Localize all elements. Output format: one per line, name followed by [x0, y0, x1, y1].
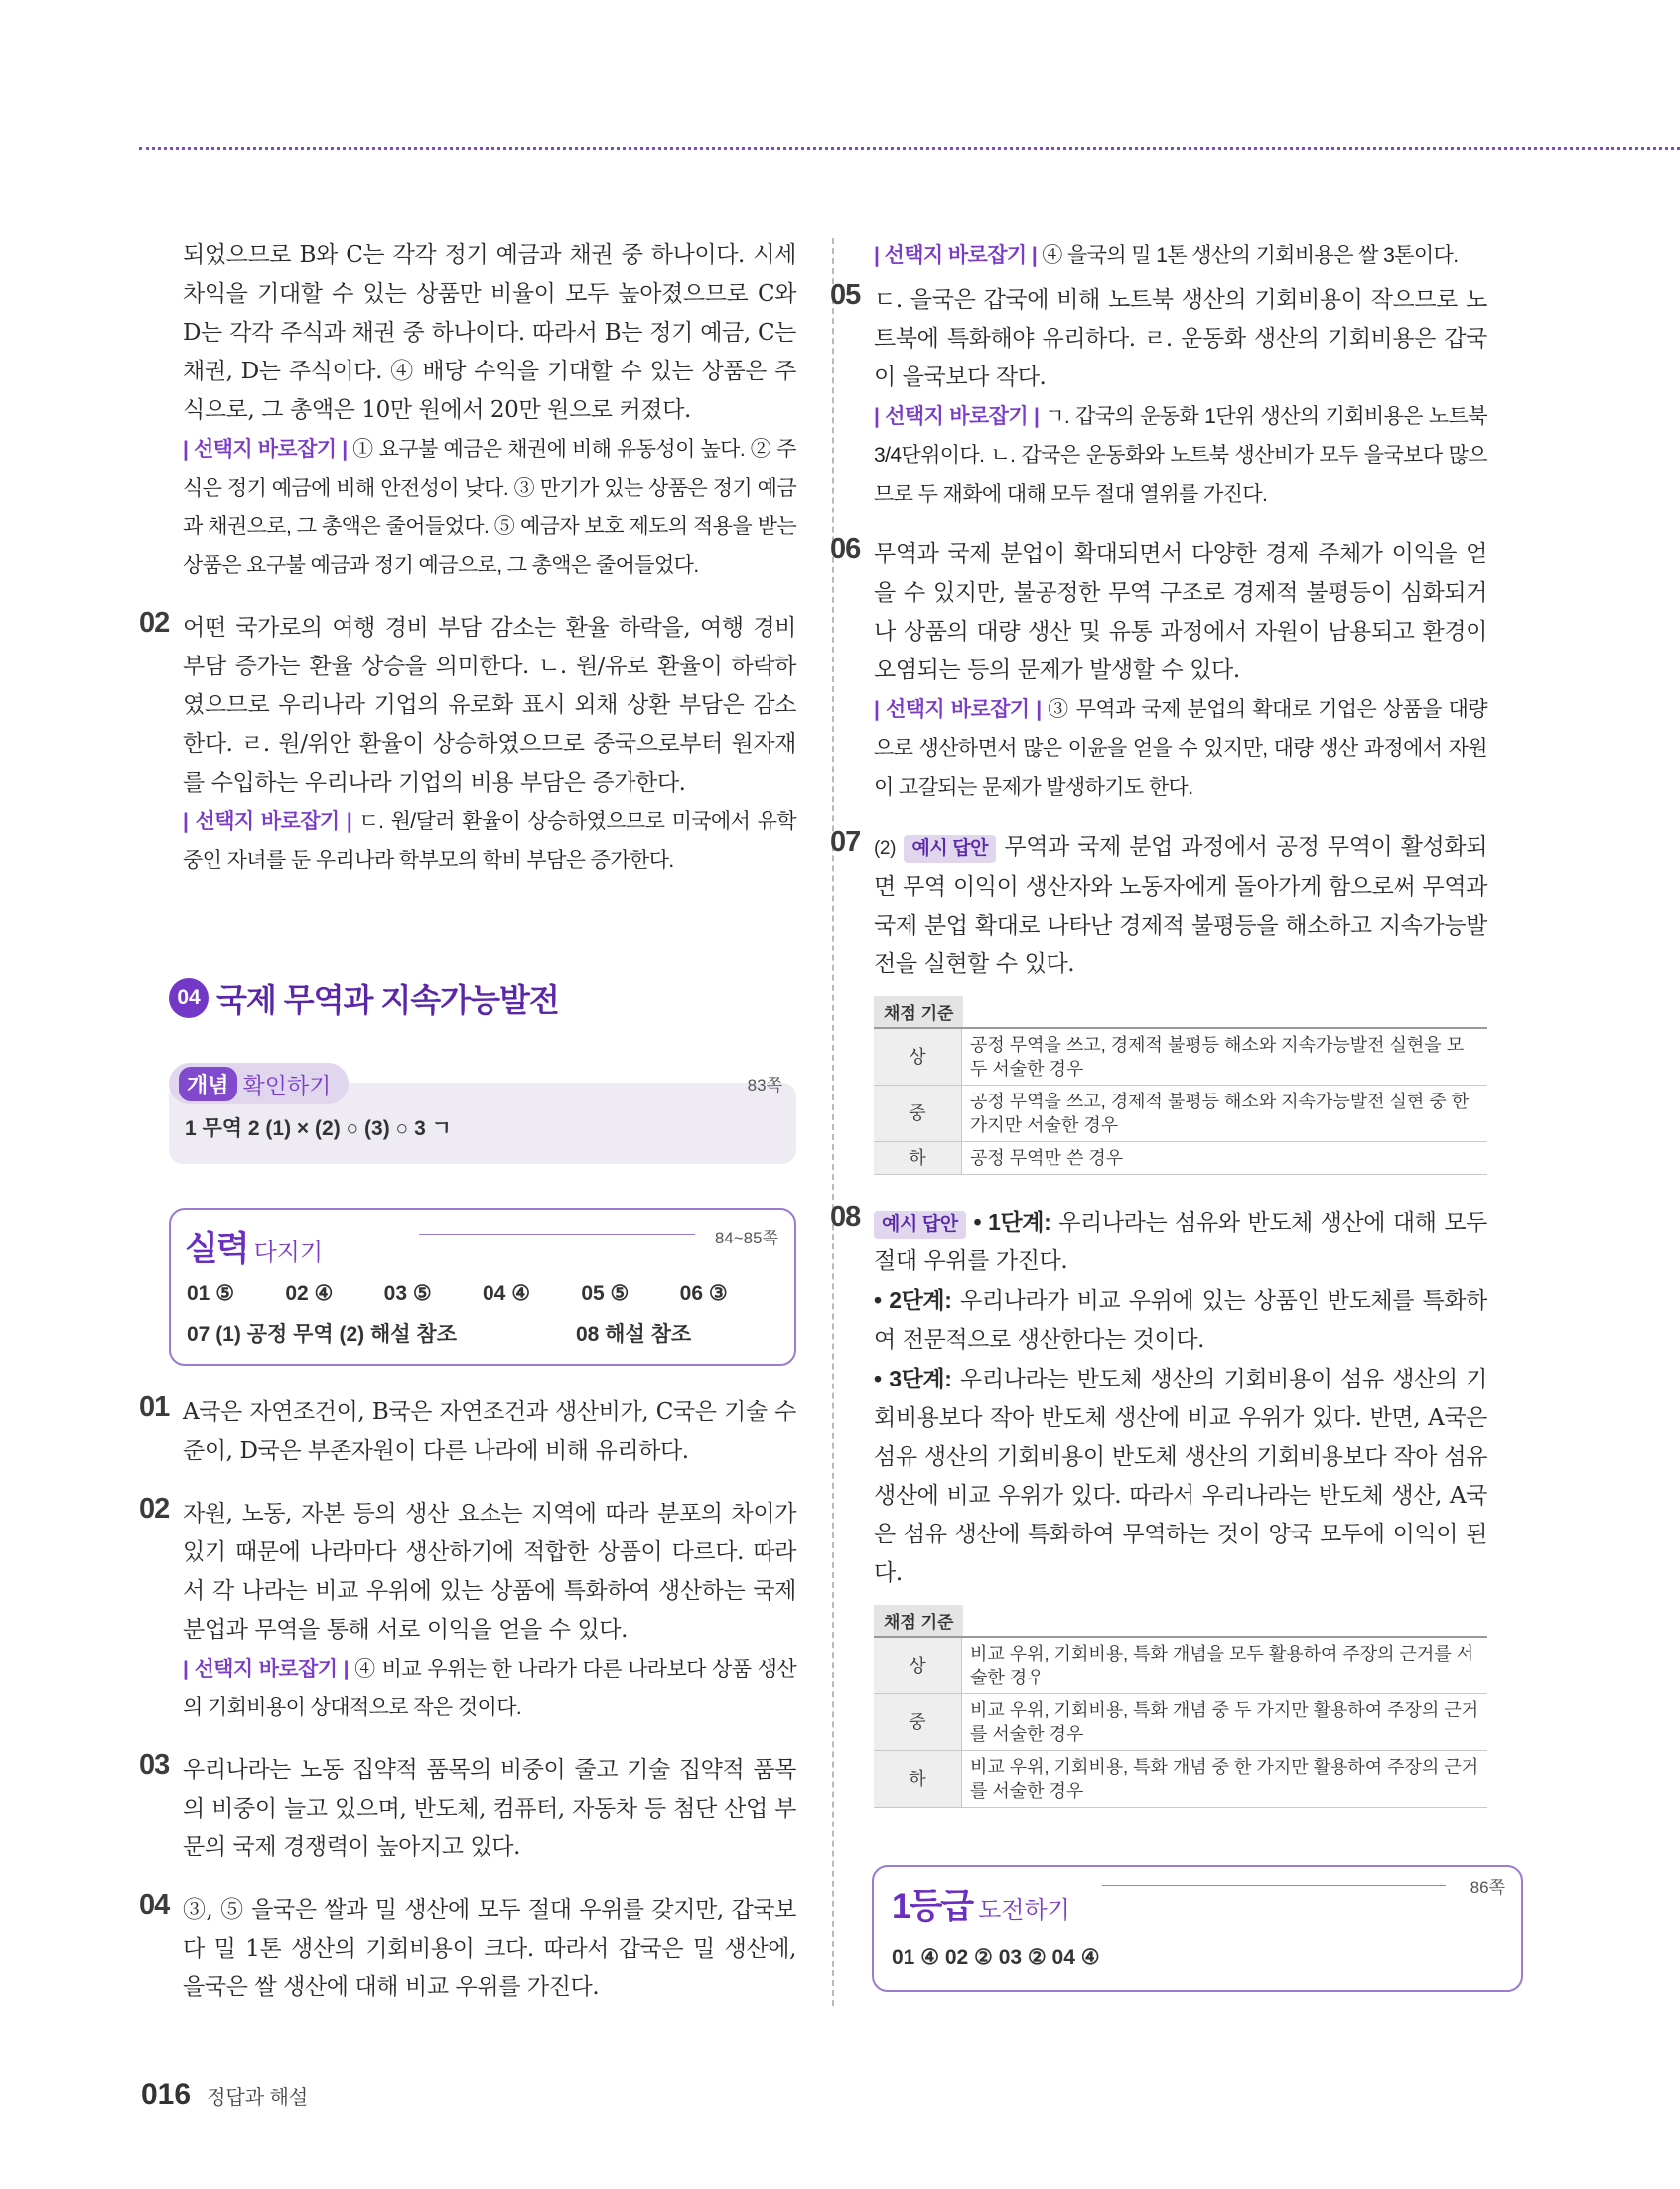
item-subpart: (2) [874, 838, 897, 859]
skill-practice-box [169, 1208, 796, 1366]
rubric-text: 공정 무역을 쓰고, 경제적 불평등 해소와 지속가능발전 실현 중 한 가지만 서술한 경우 [962, 1086, 1488, 1142]
top-grade-answers: 01 ④ 02 ② 03 ② 04 ④ [892, 1946, 1100, 1969]
item-number: 05 [830, 279, 861, 311]
section-heading [169, 975, 796, 1021]
answer-item-01 [139, 1391, 796, 1471]
note-text: ㄱ. 갑국의 운동화 1단위 생산의 기회비용은 노트북 3/4단위이다. ㄴ. 갑국은 운동화와 노트북 생산비가 모두 을국보다 많으므로 두 재화에 대해 모두 절대 열위를 가진다. [874, 405, 1487, 506]
right-column [830, 236, 1488, 1808]
answer-cell: 03 ⑤ [383, 1282, 432, 1305]
step-label: • 1단계: [973, 1209, 1051, 1235]
note-tag: 선택지 바로잡기 [195, 810, 340, 833]
answer-cell: 05 ⑤ [581, 1282, 630, 1305]
example-answer-tag: 예시 답안 [874, 1211, 966, 1239]
item-text: A국은 자연조건이, B국은 자연조건과 생산비가, C국은 기술 수준이, D국은 부존자원이 다른 나라에 비해 유리하다. [183, 1399, 796, 1464]
item-note: | 선택지 바로잡기 | ③ 무역과 국제 분업의 확대로 기업은 상품을 대량으로 생산하면서 많은 이윤을 얻을 수 있지만, 대량 생산 과정에서 자원이 고갈되는 문제가 발생하기도 한다. [874, 698, 1487, 799]
answer-item-02 [139, 607, 796, 880]
table-row [874, 1751, 1487, 1808]
rubric-text: 비교 우위, 기회비용, 특화 개념 중 두 가지만 활용하여 주장의 근거를 서술한 경우 [962, 1694, 1488, 1751]
skill-answers-row1 [187, 1281, 778, 1306]
concept-label [169, 1063, 349, 1104]
table-row [874, 1637, 1487, 1694]
table-row [874, 1694, 1487, 1751]
note-text: ㄷ. 원/달러 환율이 상승하였으므로 미국에서 유학 중인 자녀를 둔 우리나라 학부모의 학비 부담은 증가한다. [183, 810, 796, 872]
item-number: 04 [139, 1889, 170, 1921]
rubric-text: 공정 무역만 쓴 경우 [962, 1142, 1488, 1175]
note-tag: 선택지 바로잡기 [194, 1658, 338, 1680]
item-text [874, 828, 1487, 984]
top-grade-challenge-box [872, 1865, 1523, 1992]
concept-pill: 개념 [179, 1067, 237, 1101]
answer-item-04 [139, 1889, 796, 2007]
item-text: 어떤 국가로의 여행 경비 부담 감소는 환율 하락을, 여행 경비 부담 증가는 환율 상승을 의미한다. ㄴ. 원/유로 환율이 하락하였으므로 우리나라 기업의 유로화 표시 외채 상환 부담은 감소한다. ㄹ. 원/위안 환율이 상승하였으므로 중국으로부터 원자재를 수입하는 우리나라 기업의 비용 부담은 증가한다. [183, 615, 796, 796]
skill-rule [419, 1234, 695, 1235]
item-text: 자원, 노동, 자본 등의 생산 요소는 지역에 따라 분포의 차이가 있기 때문에 나라마다 생산하기에 적합한 상품이 다르다. 따라서 각 나라는 비교 우위에 있는 상품에 특화하여 생산하는 국제 분업과 무역을 통해 서로 이익을 얻을 수 있다. [183, 1501, 796, 1643]
note-text: ④ 을국의 밀 1톤 생산의 기회비용은 쌀 3톤이다. [1042, 244, 1459, 267]
rubric-heading: 채점 기준 [874, 996, 963, 1027]
rubric-table [874, 1027, 1487, 1175]
top-grade-title-main: 1등급 [892, 1887, 973, 1926]
top-grade-title [892, 1879, 1070, 1929]
item-number: 06 [830, 533, 861, 565]
answer-item-02b [139, 1493, 796, 1727]
item-step-1 [874, 1203, 1487, 1281]
rubric-level: 중 [874, 1086, 962, 1142]
rubric-text: 공정 무역을 쓰고, 경제적 불평등 해소와 지속가능발전 실현을 모두 서술한 경우 [962, 1028, 1488, 1086]
scoring-rubric [874, 1605, 1487, 1808]
rubric-text: 비교 우위, 기회비용, 특화 개념 중 한 가지만 활용하여 주장의 근거를 서술한 경우 [962, 1751, 1488, 1808]
table-row [874, 1028, 1487, 1086]
item-number: 07 [830, 826, 861, 858]
rubric-level: 상 [874, 1637, 962, 1694]
scoring-rubric [874, 996, 1487, 1175]
example-answer-tag: 예시 답안 [904, 835, 996, 863]
item-number: 08 [830, 1201, 861, 1233]
page-number: 016 [141, 2078, 192, 2111]
answer-cell: 02 ④ [285, 1282, 334, 1305]
column-divider [832, 238, 834, 2006]
item-text: 우리나라는 노동 집약적 품목의 비중이 줄고 기술 집약적 품목의 비중이 늘고 있으며, 반도체, 컴퓨터, 자동차 등 첨단 산업 부문의 국제 경쟁력이 높아지고 있다. [183, 1757, 796, 1860]
item-number: 02 [139, 607, 170, 639]
item-text: 무역과 국제 분업이 확대되면서 다양한 경제 주체가 이익을 얻을 수 있지만, 불공정한 무역 구조로 경제적 불평등이 심화되거나 상품의 대량 생산 및 유통 과정에서 자원이 남용되고 환경이 오염되는 등의 문제가 발생할 수 있다. [874, 541, 1487, 683]
answer-item-03 [139, 1749, 796, 1867]
rubric-level: 상 [874, 1028, 962, 1086]
page-footer [141, 2078, 308, 2112]
step-label: • 3단계: [874, 1366, 952, 1391]
answer-cell: 07 (1) 공정 무역 (2) 해설 참조 [187, 1323, 457, 1346]
skill-title-sub: 다지기 [253, 1240, 324, 1266]
rubric-level: 중 [874, 1694, 962, 1751]
note-text: ④ 비교 우위는 한 나라가 다른 나라보다 상품 생산의 기회비용이 상대적으로 작은 것이다. [183, 1658, 796, 1719]
section-title: 국제 무역과 지속가능발전 [216, 982, 559, 1018]
note-text: ③ 무역과 국제 분업의 확대로 기업은 상품을 대량으로 생산하면서 많은 이윤을 얻을 수 있지만, 대량 생산 과정에서 자원이 고갈되는 문제가 발생하기도 한다. [874, 698, 1487, 799]
top-grade-rule [1102, 1885, 1446, 1886]
item-body: 무역과 국제 분업 과정에서 공정 무역이 활성화되면 무역 이익이 생산자와 노동자에게 돌아가게 함으로써 무역과 국제 분업 확대로 나타난 경제적 불평등을 해소하고 지속가능발전을 실현할 수 있다. [874, 834, 1488, 977]
step-text: 우리나라가 비교 우위에 있는 상품인 반도체를 특화하여 전문적으로 생산한다는 것이다. [874, 1288, 1487, 1353]
note-tag: 선택지 바로잡기 [885, 405, 1029, 428]
item-number: 03 [139, 1749, 170, 1781]
answer-cell: 04 ④ [483, 1282, 531, 1305]
step-label: • 2단계: [874, 1287, 952, 1313]
rubric-table [874, 1636, 1487, 1808]
top-dotted-rule [139, 147, 1680, 150]
answer-cell: 08 해설 참조 [575, 1323, 692, 1346]
continued-paragraph: 되었으므로 B와 C는 각각 정기 예금과 채권 중 하나이다. 시세 차익을 기대할 수 있는 상품만 비율이 모두 높아졌으므로 C와 D는 각각 주식과 채권 중 하나이다. 따라서 B는 정기 예금, C는 채권, D는 주식이다. ④ 배당 수익을 기대할 수 있는 상품은 주식으로, 그 총액은 10만 원에서 20만 원으로 커졌다. [183, 242, 796, 423]
top-note: | 선택지 바로잡기 | ④ 을국의 밀 1톤 생산의 기회비용은 쌀 3톤이다. [874, 244, 1459, 267]
table-row [874, 1086, 1487, 1142]
item-step-3 [874, 1360, 1487, 1593]
item-step-2 [874, 1281, 1487, 1360]
note-text: ① 요구불 예금은 채권에 비해 유동성이 높다. ② 주식은 정기 예금에 비해 안전성이 낮다. ③ 만기가 있는 상품은 정기 예금과 채권으로, 그 총액은 줄어들었다. ⑤ 예금자 보호 제도의 적용을 받는 상품은 요구불 예금과 정기 예금으로, 그 총액은 줄어들었다. [183, 438, 796, 577]
continued-note: | 선택지 바로잡기 | ① 요구불 예금은 채권에 비해 유동성이 높다. ② 주식은 정기 예금에 비해 안전성이 낮다. ③ 만기가 있는 상품은 정기 예금과 채권으로, 그 총액은 줄어들었다. ⑤ 예금자 보호 제도의 적용을 받는 상품은 요구불 예금과 정기 예금으로, 그 총액은 줄어들었다. [183, 438, 796, 577]
page-reference: 83쪽 [747, 1076, 782, 1094]
item-number: 02 [139, 1493, 170, 1525]
footer-label: 정답과 해설 [207, 2087, 309, 2109]
item-note: | 선택지 바로잡기 | ④ 비교 우위는 한 나라가 다른 나라보다 상품 생산의 기회비용이 상대적으로 작은 것이다. [183, 1658, 796, 1719]
concept-check-box [169, 1072, 796, 1164]
skill-title-main: 실력 [185, 1230, 248, 1268]
answer-item-05 [830, 279, 1487, 513]
item-text: ③, ⑤ 을국은 쌀과 밀 생산에 모두 절대 우위를 갖지만, 갑국보다 밀 1톤 생산의 기회비용이 크다. 따라서 갑국은 밀 생산에, 을국은 쌀 생산에 대해 비교 우위를 가진다. [183, 1897, 796, 2000]
left-column [139, 236, 796, 2007]
answer-cell: 01 ⑤ [187, 1282, 235, 1305]
item-note: | 선택지 바로잡기 | ㄱ. 갑국의 운동화 1단위 생산의 기회비용은 노트북 3/4단위이다. ㄴ. 갑국은 운동화와 노트북 생산비가 모두 을국보다 많으므로 두 재화에 대해 모두 절대 열위를 가진다. [874, 405, 1487, 506]
rubric-text: 비교 우위, 기회비용, 특화 개념을 모두 활용하여 주장의 근거를 서술한 경우 [962, 1637, 1488, 1694]
concept-label-text: 확인하기 [242, 1072, 332, 1098]
note-tag: 선택지 바로잡기 [884, 244, 1027, 267]
rubric-level: 하 [874, 1751, 962, 1808]
answer-cell: 06 ③ [679, 1282, 728, 1305]
note-tag: 선택지 바로잡기 [885, 698, 1030, 721]
concept-answers: 1 무역 2 (1) × (2) ○ (3) ○ 3 ㄱ [185, 1117, 452, 1140]
rubric-level: 하 [874, 1142, 962, 1175]
page-reference: 84~85쪽 [714, 1229, 778, 1247]
answer-item-08 [830, 1201, 1488, 1808]
item-text: ㄷ. 을국은 갑국에 비해 노트북 생산의 기회비용이 작으므로 노트북에 특화해야 유리하다. ㄹ. 운동화 생산의 기회비용은 갑국이 을국보다 작다. [874, 287, 1487, 390]
top-grade-title-sub: 도전하기 [978, 1897, 1070, 1924]
section-number-badge: 04 [169, 978, 209, 1018]
step-text: 우리나라는 반도체 생산의 기회비용이 섬유 생산의 기회비용보다 작아 반도체 생산에 비교 우위가 있다. 반면, A국은 섬유 생산의 기회비용이 반도체 생산의 기회비용보다 작아 섬유 생산에 비교 우위가 있다. 따라서 우리나라는 반도체 생산, A국은 섬유 생산에 특화하여 무역하는 것이 양국 모두에 이익이 된다. [874, 1367, 1487, 1586]
skill-title [185, 1222, 323, 1271]
answer-item-06 [830, 533, 1487, 806]
step-text: 우리나라는 섬유와 반도체 생산에 대해 모두 절대 우위를 가진다. [874, 1210, 1488, 1274]
note-tag: 선택지 바로잡기 [193, 438, 337, 461]
table-row [874, 1142, 1487, 1175]
rubric-heading: 채점 기준 [874, 1605, 963, 1636]
item-number: 01 [139, 1391, 170, 1423]
item-note: | 선택지 바로잡기 | ㄷ. 원/달러 환율이 상승하였으므로 미국에서 유학 중인 자녀를 둔 우리나라 학부모의 학비 부담은 증가한다. [183, 810, 796, 872]
page-reference: 86쪽 [1470, 1878, 1505, 1897]
answer-item-07 [830, 826, 1488, 1175]
skill-answers-row2 [187, 1318, 778, 1348]
